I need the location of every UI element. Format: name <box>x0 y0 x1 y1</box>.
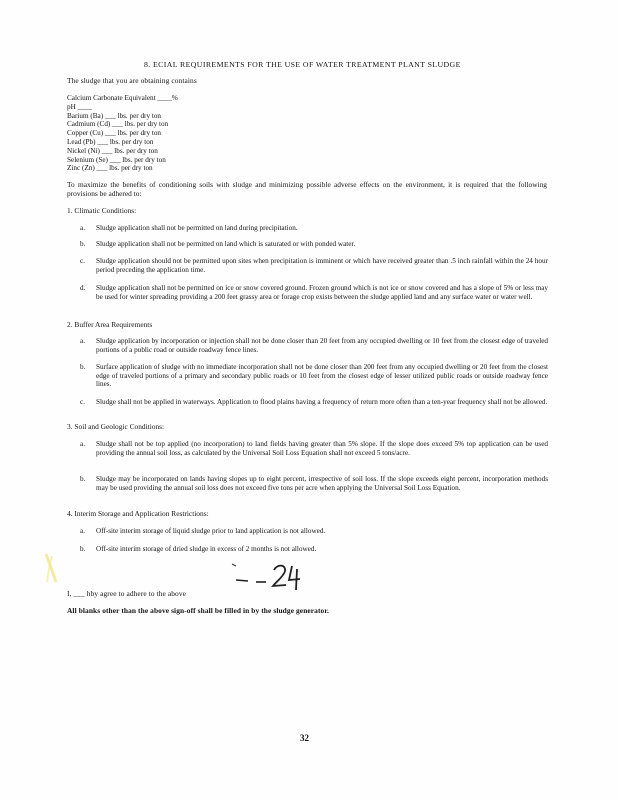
item-letter: b. <box>80 363 86 371</box>
section-item: Off-site interim storage of dried sludge in excess of 2 months is not allowed. <box>96 545 317 553</box>
section-item: Sludge may be incorporated on lands having slopes up to eight percent, irrespective of soil loss. If the slope exceeds eight percent, incorporation methods may be used providing the annual soil loss does not exceed five tons per acre when applying the Universal Soil Loss Equation. <box>96 475 548 492</box>
item-letter: d. <box>80 284 86 292</box>
section-item: Sludge application shall not be permitted on ice or snow covered ground. Frozen ground which is not ice or snow covered and has a slope of 5% or less may be used for winter spreading providing a 200 feet grassy area or forage crop exists between the sludge applied land and any surface water or water well. <box>96 284 548 301</box>
section-item: Off-site interim storage of liquid sludge prior to land application is not allowed. <box>96 527 326 535</box>
item-letter: b. <box>80 545 86 553</box>
item-letter: a. <box>80 337 85 345</box>
blanks-note: All blanks other than the above sign-off shall be filled in by the sludge generator. <box>67 606 329 615</box>
section-item: Sludge application shall not be permitted on land during precipitation. <box>96 224 298 232</box>
intro-line: The sludge that you are obtaining contains <box>67 76 197 85</box>
list-item: Calcium Carbonate Equivalent ____% <box>67 94 178 102</box>
section-item: Sludge shall not be applied in waterways. Application to flood plains having a frequency of return more often than a ten-year frequency shall not be allowed. <box>96 398 548 406</box>
list-item: Cadmium (Cd) ___ lbs. per dry ton <box>67 120 169 129</box>
list-item: Selenium (Se) ___ lbs. per dry ton <box>67 155 166 164</box>
list-item: Lead (Pb) ___ lbs. per dry ton <box>67 137 154 146</box>
section-heading: 1. Climatic Conditions: <box>67 206 137 215</box>
list-item: Nickel (Ni) ___ lbs. per dry ton <box>67 146 158 155</box>
page-number: 32 <box>300 733 309 743</box>
item-letter: c. <box>80 257 85 265</box>
handwritten-date <box>230 560 310 596</box>
item-letter: c. <box>80 398 85 406</box>
item-letter: b. <box>80 240 86 248</box>
list-item: Zinc (Zn) ___ lbs. per dry ton <box>67 164 153 173</box>
section-heading: 3. Soil and Geologic Conditions: <box>67 422 165 431</box>
list-item: Copper (Cu) ___ lbs. per dry ton <box>67 129 162 138</box>
section-item: Surface application of sludge with no immediate incorporation shall not be done closer than 200 feet from any occupied dwelling or 20 feet from the closest edge of traveled portions of a primary and secondary public roads or 10 feet from the closest edge of lesser utilized public roads or outside roadway fence lines. <box>96 363 548 389</box>
section-item: Sludge application should not be permitted upon sites when precipitation is imminent or which have received greater than .5 inch rainfall within the 24 hour period preceding the application time. <box>96 257 548 274</box>
sludge-properties-list <box>67 94 178 173</box>
item-letter: b. <box>80 475 86 483</box>
item-letter: a. <box>80 440 85 448</box>
section-heading: 2. Buffer Area Requirements <box>67 320 153 329</box>
item-letter: a. <box>80 527 85 535</box>
section-heading: 4. Interim Storage and Application Restrictions: <box>67 509 209 518</box>
page-title: 8. ECIAL REQUIREMENTS FOR THE USE OF WATER TREATMENT PLANT SLUDGE <box>144 60 461 69</box>
agreement-line: I, ___ hby agree to adhere to the above <box>67 589 187 598</box>
section-item: Sludge shall not be top applied (no incorporation) to land fields having greater than 5% slope. If the slope does exceed 5% top application can be used providing the annual soil loss, as calculated by the Universal Soil Loss Equation shall not exceed 5 tons/acre. <box>96 440 548 457</box>
conditions-paragraph: To maximize the benefits of conditioning soils with sludge and minimizing possible adverse effects on the environment, it is required that the following provisions be adhered to: <box>67 180 547 198</box>
item-letter: a. <box>80 224 85 232</box>
section-item: Sludge application shall not be permitted on land which is saturated or with ponded water. <box>96 240 356 248</box>
list-item: Barium (Ba) ___ lbs. per dry ton <box>67 111 162 120</box>
list-item: pH ____ <box>67 102 92 111</box>
highlighter-mark <box>40 552 64 586</box>
section-item: Sludge application by incorporation or injection shall not be done closer than 20 feet from any occupied dwelling or 10 feet from the closest edge of traveled portions of a public road or outside roadway fence lines. <box>96 337 548 354</box>
